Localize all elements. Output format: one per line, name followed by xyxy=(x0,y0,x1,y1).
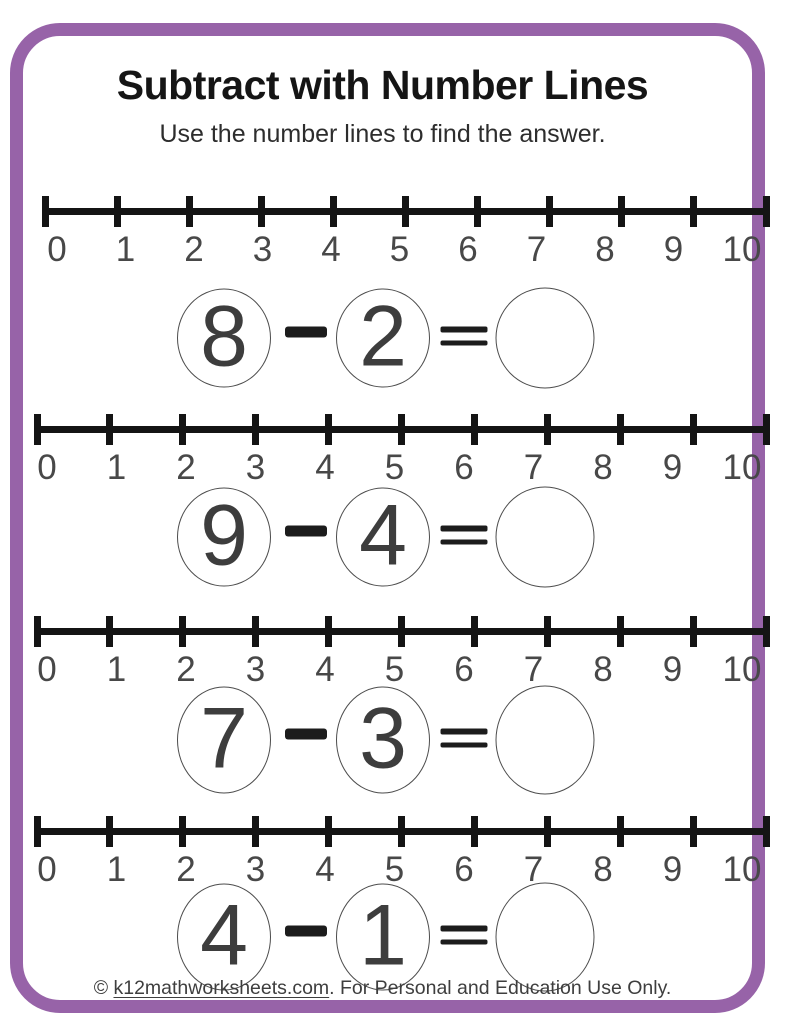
tick-mark xyxy=(763,196,770,227)
subtrahend-value: 1 xyxy=(359,887,407,983)
tick-mark xyxy=(106,414,113,445)
tick-mark xyxy=(325,414,332,445)
answer-circle[interactable] xyxy=(496,288,595,389)
minus-sign xyxy=(285,327,327,338)
tick-label: 9 xyxy=(662,650,683,689)
tick-label: 0 xyxy=(37,650,57,689)
tick-mark xyxy=(42,196,49,227)
tick-label: 10 xyxy=(722,448,762,487)
copyright-symbol: © xyxy=(93,977,109,999)
tick-label: 4 xyxy=(315,650,335,689)
tick-label: 2 xyxy=(176,650,196,689)
tick-mark xyxy=(325,816,332,847)
tick-mark xyxy=(330,196,337,227)
subtrahend-value: 3 xyxy=(359,690,407,786)
tick-mark xyxy=(544,816,551,847)
tick-label: 8 xyxy=(595,230,615,269)
tick-mark xyxy=(474,196,481,227)
answer-circle[interactable] xyxy=(496,883,595,992)
tick-label: 6 xyxy=(454,650,474,689)
minuend-circle xyxy=(177,884,271,991)
tick-mark xyxy=(544,414,551,445)
subtrahend-value: 2 xyxy=(359,288,407,384)
footer-text: . For Personal and Education Use Only. xyxy=(329,977,672,999)
tick-label: 3 xyxy=(245,850,266,889)
page-subtitle: Use the number lines to find the answer. xyxy=(159,120,606,148)
equals-sign xyxy=(441,729,488,748)
tick-mark xyxy=(252,414,259,445)
tick-label: 10 xyxy=(722,650,762,689)
tick-mark xyxy=(763,816,770,847)
tick-label: 6 xyxy=(454,850,474,889)
tick-mark xyxy=(546,196,553,227)
tick-label: 1 xyxy=(115,230,136,269)
tick-label: 2 xyxy=(176,850,196,889)
page-title: Subtract with Number Lines xyxy=(116,62,649,108)
tick-mark xyxy=(34,816,41,847)
tick-mark xyxy=(690,616,697,647)
tick-label: 6 xyxy=(458,230,478,269)
tick-mark xyxy=(398,616,405,647)
tick-mark xyxy=(398,816,405,847)
tick-mark xyxy=(252,616,259,647)
tick-label: 7 xyxy=(523,448,544,487)
minuend-value: 7 xyxy=(200,690,248,786)
minuend-circle xyxy=(177,488,271,587)
minus-sign xyxy=(285,729,327,740)
tick-mark xyxy=(252,816,259,847)
minuend-value: 4 xyxy=(200,887,248,983)
tick-mark xyxy=(34,414,41,445)
tick-label: 3 xyxy=(245,448,266,487)
tick-label: 10 xyxy=(722,230,762,269)
tick-mark xyxy=(763,616,770,647)
tick-label: 0 xyxy=(47,230,67,269)
tick-label: 5 xyxy=(384,650,405,689)
tick-mark xyxy=(544,616,551,647)
tick-label: 8 xyxy=(593,650,613,689)
subtrahend-circle xyxy=(336,488,430,587)
subtrahend-circle xyxy=(336,884,430,991)
tick-mark xyxy=(398,414,405,445)
tick-label: 2 xyxy=(176,448,196,487)
tick-label: 9 xyxy=(662,448,683,487)
tick-label: 10 xyxy=(722,850,762,889)
tick-label: 3 xyxy=(252,230,273,269)
footer xyxy=(0,977,765,1000)
equals-sign xyxy=(441,926,488,945)
tick-mark xyxy=(617,414,624,445)
minuend-circle xyxy=(177,687,271,794)
tick-label: 8 xyxy=(593,448,613,487)
tick-label: 0 xyxy=(37,850,57,889)
tick-mark xyxy=(258,196,265,227)
tick-mark xyxy=(106,616,113,647)
equals-sign xyxy=(441,526,488,545)
minus-sign xyxy=(285,526,327,537)
tick-mark xyxy=(106,816,113,847)
tick-label: 7 xyxy=(523,850,544,889)
equals-sign xyxy=(441,327,488,346)
answer-circle[interactable] xyxy=(496,686,595,795)
tick-label: 1 xyxy=(106,448,127,487)
tick-mark xyxy=(34,616,41,647)
tick-label: 1 xyxy=(106,650,127,689)
tick-mark xyxy=(617,816,624,847)
answer-circle[interactable] xyxy=(496,487,595,588)
minuend-circle xyxy=(177,289,271,388)
tick-mark xyxy=(186,196,193,227)
tick-label: 5 xyxy=(384,448,405,487)
tick-label: 6 xyxy=(454,448,474,487)
tick-mark xyxy=(471,816,478,847)
tick-label: 9 xyxy=(662,850,683,889)
footer-link[interactable]: k12mathworksheets.com xyxy=(113,977,330,999)
tick-label: 4 xyxy=(315,850,335,889)
tick-mark xyxy=(325,616,332,647)
tick-mark xyxy=(114,196,121,227)
tick-mark xyxy=(690,196,697,227)
minus-sign xyxy=(285,926,327,937)
minuend-value: 9 xyxy=(200,487,248,583)
tick-label: 5 xyxy=(384,850,405,889)
subtrahend-circle xyxy=(336,289,430,388)
tick-mark xyxy=(402,196,409,227)
tick-label: 5 xyxy=(389,230,410,269)
tick-mark xyxy=(690,414,697,445)
subtrahend-value: 4 xyxy=(359,487,407,583)
tick-label: 9 xyxy=(663,230,684,269)
tick-label: 2 xyxy=(184,230,204,269)
tick-mark xyxy=(179,816,186,847)
tick-mark xyxy=(690,816,697,847)
tick-mark xyxy=(763,414,770,445)
tick-mark xyxy=(179,414,186,445)
tick-mark xyxy=(617,616,624,647)
tick-label: 0 xyxy=(37,448,57,487)
tick-label: 7 xyxy=(526,230,547,269)
tick-label: 1 xyxy=(106,850,127,889)
tick-label: 4 xyxy=(321,230,341,269)
tick-mark xyxy=(471,414,478,445)
subtrahend-circle xyxy=(336,687,430,794)
tick-label: 3 xyxy=(245,650,266,689)
tick-label: 7 xyxy=(523,650,544,689)
tick-mark xyxy=(471,616,478,647)
tick-label: 4 xyxy=(315,448,335,487)
tick-mark xyxy=(618,196,625,227)
tick-label: 8 xyxy=(593,850,613,889)
tick-mark xyxy=(179,616,186,647)
minuend-value: 8 xyxy=(200,288,248,384)
